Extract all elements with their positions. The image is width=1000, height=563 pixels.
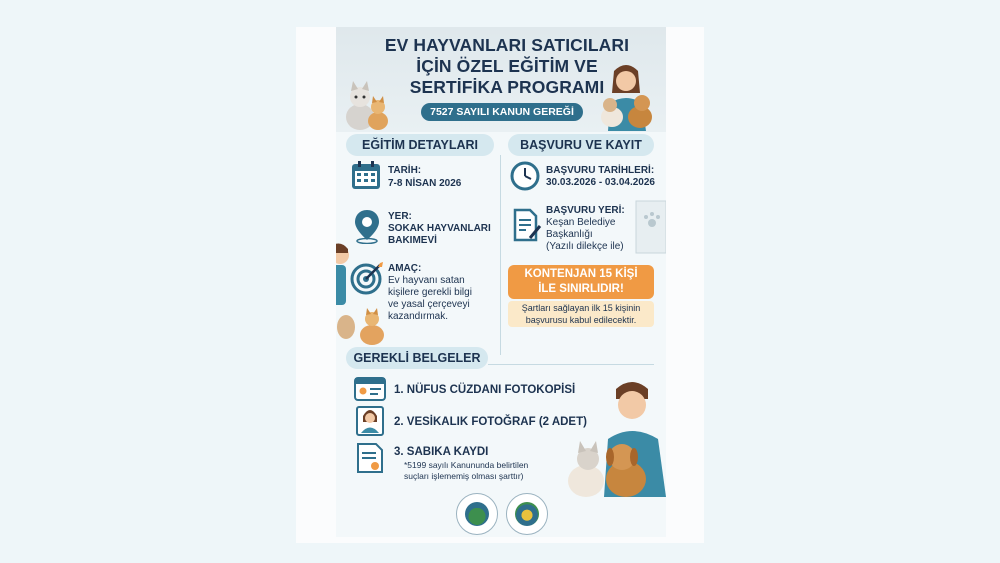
criminal-record-note-line: *5199 sayılı Kanununda belirtilen: [404, 460, 529, 470]
place-value-line: BAKIMEVİ: [388, 235, 437, 246]
criminal-record-note-line: suçları işlememiş olması şarttır): [404, 471, 524, 481]
man-with-pets-illustration: [558, 375, 666, 497]
purpose-line: Ev hayvanı satan: [388, 275, 465, 286]
seal-emblem: [465, 502, 489, 526]
quota-note-line: başvurusu kabul edilecektir.: [525, 315, 637, 325]
document-item: 3. SABIKA KAYDI: [394, 446, 489, 458]
photo-portrait-icon: [356, 406, 384, 436]
poster: [336, 27, 666, 537]
place-label: YER:: [388, 211, 412, 222]
document-item: 1. NÜFUS CÜZDANI FOTOKOPİSİ: [394, 384, 576, 396]
title-line: SERTİFİKA PROGRAMI: [409, 77, 605, 97]
application-place-line: Başkanlığı: [546, 229, 593, 240]
document-pen-icon: [512, 208, 542, 242]
boy-with-cat-illustration: [336, 241, 388, 349]
quota-note-line: Şartları sağlayan ilk 15 kişinin: [521, 303, 641, 313]
paw-frame-decoration: [634, 199, 666, 255]
title-line: EV HAYVANLARI SATICILARI: [384, 35, 630, 55]
column-divider: [500, 155, 501, 355]
poster-title: [376, 35, 638, 98]
quota-note: [508, 301, 654, 327]
purpose-label: AMAÇ:: [388, 263, 422, 274]
quota-line: KONTENJAN 15 KİŞİ: [524, 268, 638, 280]
application-heading: BAŞVURU VE KAYIT: [508, 134, 654, 156]
purpose-line: kazandırmak.: [388, 311, 449, 322]
id-card-icon: [354, 377, 386, 401]
application-place-line: Keşan Belediye: [546, 217, 616, 228]
certificate-icon: [356, 442, 384, 474]
place-value-line: SOKAK HAYVANLARI: [388, 223, 491, 234]
municipality-seal-logo: [456, 493, 498, 535]
law-badge: 7527 SAYILI KANUN GEREĞİ: [421, 103, 583, 121]
application-dates-value: 30.03.2026 - 03.04.2026: [546, 177, 655, 188]
application-place-line: (Yazılı dilekçe ile): [546, 241, 624, 252]
application-place-label: BAŞVURU YERİ:: [546, 205, 625, 216]
application-dates-label: BAŞVURU TARİHLERİ:: [546, 165, 655, 176]
clock-icon: [510, 161, 540, 191]
date-value: 7-8 NİSAN 2026: [388, 178, 462, 189]
poster-header: [336, 27, 666, 132]
date-label: TARİH:: [388, 165, 422, 176]
quota-banner: [508, 265, 654, 299]
documents-heading: GEREKLİ BELGELER: [346, 347, 488, 369]
quota-line: İLE SINIRLIDIR!: [538, 283, 624, 295]
seal-emblem: [515, 502, 539, 526]
municipality-seal-logo-2: [506, 493, 548, 535]
purpose-line: kişilere gerekli bilgi: [388, 287, 472, 298]
training-heading: EĞİTİM DETAYLARI: [346, 134, 494, 156]
documents-divider: [488, 364, 654, 365]
document-item: 2. VESİKALIK FOTOĞRAF (2 ADET): [394, 416, 587, 428]
calendar-icon: [350, 159, 382, 191]
location-pin-icon: [352, 208, 382, 244]
title-line: İÇİN ÖZEL EĞİTİM VE: [416, 56, 598, 76]
purpose-line: ve yasal çerçeveyi: [388, 299, 470, 310]
